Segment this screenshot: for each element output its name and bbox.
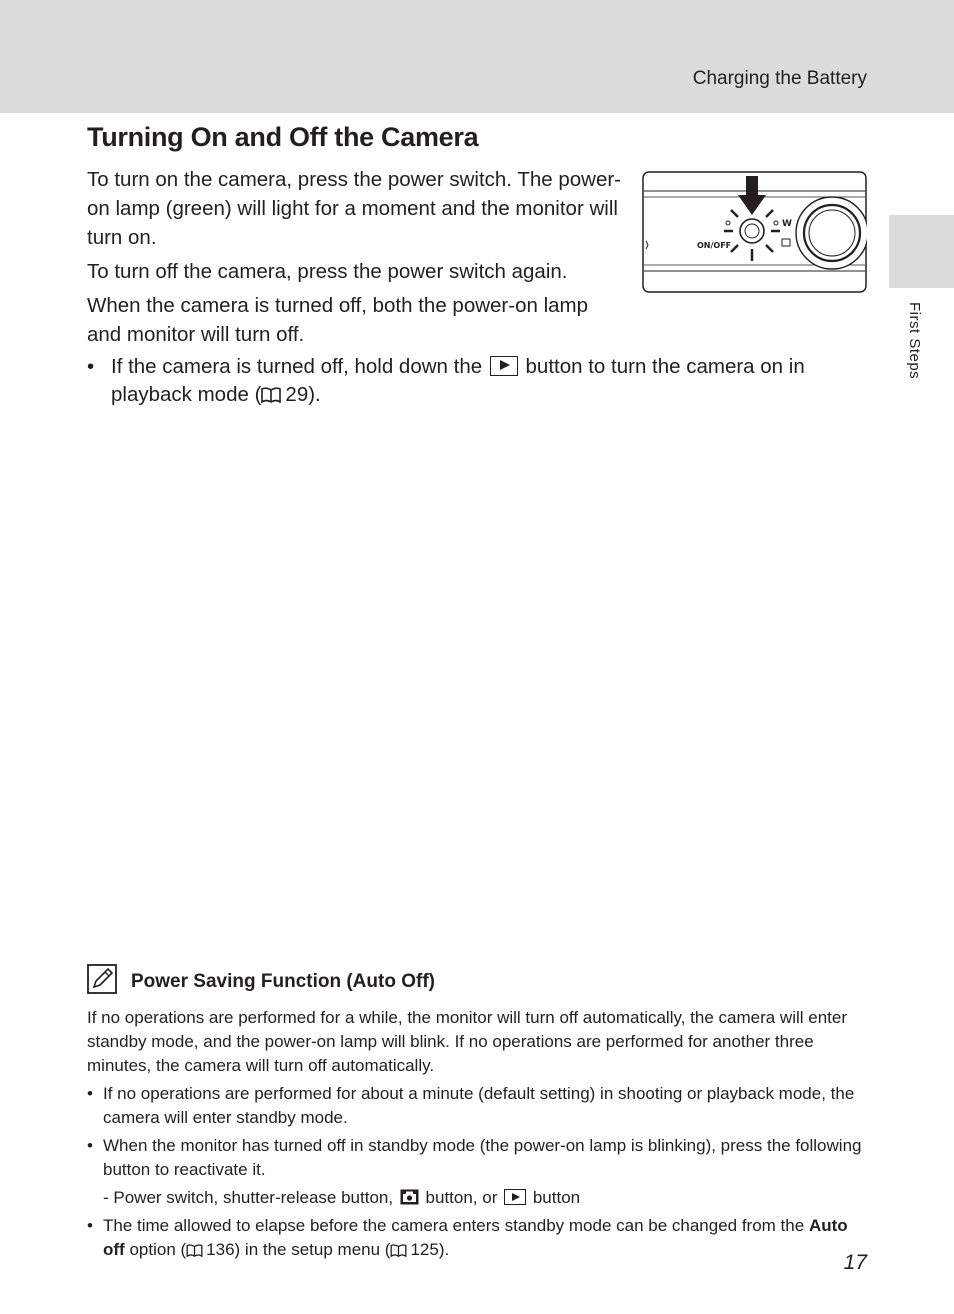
note-bullet-standby bbox=[87, 1082, 867, 1130]
side-tab-label: First Steps bbox=[906, 302, 923, 380]
subitem-prefix: - Power switch, shutter-release button, bbox=[103, 1188, 394, 1207]
shutter-dial bbox=[796, 197, 867, 269]
paragraph-turn-off: To turn off the camera, press the power switch again. bbox=[87, 260, 568, 283]
shooting-mode-icon bbox=[400, 1189, 419, 1205]
bullet-text-line1: The time allowed to elapse before the camera enters standby mode can be changed from the bbox=[103, 1216, 805, 1235]
camera-power-switch-illustration bbox=[642, 171, 867, 293]
page-ref-136[interactable]: 136 bbox=[206, 1240, 235, 1259]
on-off-label: ON/OFF bbox=[697, 241, 732, 250]
bullet-text bbox=[111, 353, 867, 409]
auto-off-option-name: Auto off bbox=[103, 1216, 848, 1259]
bullet-page-ref[interactable]: 29 bbox=[285, 383, 309, 406]
note-bullet-auto-off-setting bbox=[87, 1214, 867, 1262]
page-ref-125[interactable]: 125 bbox=[410, 1240, 439, 1259]
bullet-text-end: ). bbox=[438, 1240, 450, 1259]
paragraph-lamp-off: When the camera is turned off, both the power-on lamp and monitor will turn off. bbox=[87, 294, 589, 346]
paragraph-turn-on: To turn on the camera, press the power switch. The power-on lamp (green) will light for a moment and the monitor will turn on. bbox=[87, 168, 622, 249]
page-number: 17 bbox=[843, 1251, 867, 1274]
bullet-text-middle: button to turn the camera on in playback mode ( bbox=[111, 355, 805, 406]
power-switch-button bbox=[740, 219, 764, 243]
bullet-text: If no operations are performed for about a minute (default setting) in shooting or playback mode, the camera will enter standby mode. bbox=[103, 1084, 855, 1127]
bullet-text-mid: option ( bbox=[129, 1240, 187, 1259]
note-bullet-reactivate bbox=[87, 1134, 867, 1182]
reactivate-buttons-item bbox=[103, 1186, 867, 1210]
bullet-dot: • bbox=[87, 1084, 93, 1103]
playback-bullet bbox=[87, 353, 867, 409]
bullet-text-end: ). bbox=[308, 383, 321, 406]
playback-icon bbox=[490, 356, 518, 376]
section-label: Charging the Battery bbox=[692, 68, 867, 89]
book-icon bbox=[261, 387, 281, 403]
subitem-middle: button, or bbox=[425, 1188, 498, 1207]
zoom-w-label: W bbox=[782, 219, 792, 229]
bullet-text bbox=[103, 1214, 867, 1262]
bullet-text-mid2: ) in the setup menu ( bbox=[234, 1240, 391, 1259]
header-band bbox=[0, 0, 954, 113]
playback-icon bbox=[504, 1189, 526, 1205]
book-icon bbox=[186, 1244, 203, 1257]
bullet-dot: • bbox=[87, 1216, 93, 1235]
book-icon bbox=[390, 1244, 407, 1257]
subitem-suffix: button bbox=[532, 1188, 581, 1207]
page-title: Turning On and Off the Camera bbox=[87, 122, 479, 152]
note-title: Power Saving Function (Auto Off) bbox=[131, 971, 435, 992]
bullet-text: When the monitor has turned off in standby mode (the power-on lamp is blinking), press the following button to reactivate it. bbox=[103, 1136, 862, 1179]
bullet-dot: • bbox=[87, 1136, 93, 1155]
bullet-text-start: If the camera is turned off, hold down the bbox=[111, 355, 483, 378]
note-body: If no operations are performed for a while, the monitor will turn off automatically, the camera will enter standby mode, and the power-on lamp will blink. If no operations are performed for another three minutes, the camera will turn off automatically. bbox=[87, 1008, 848, 1075]
bullet-dot: • bbox=[87, 355, 95, 378]
side-tab bbox=[889, 215, 954, 288]
pencil-note-icon bbox=[87, 964, 117, 994]
